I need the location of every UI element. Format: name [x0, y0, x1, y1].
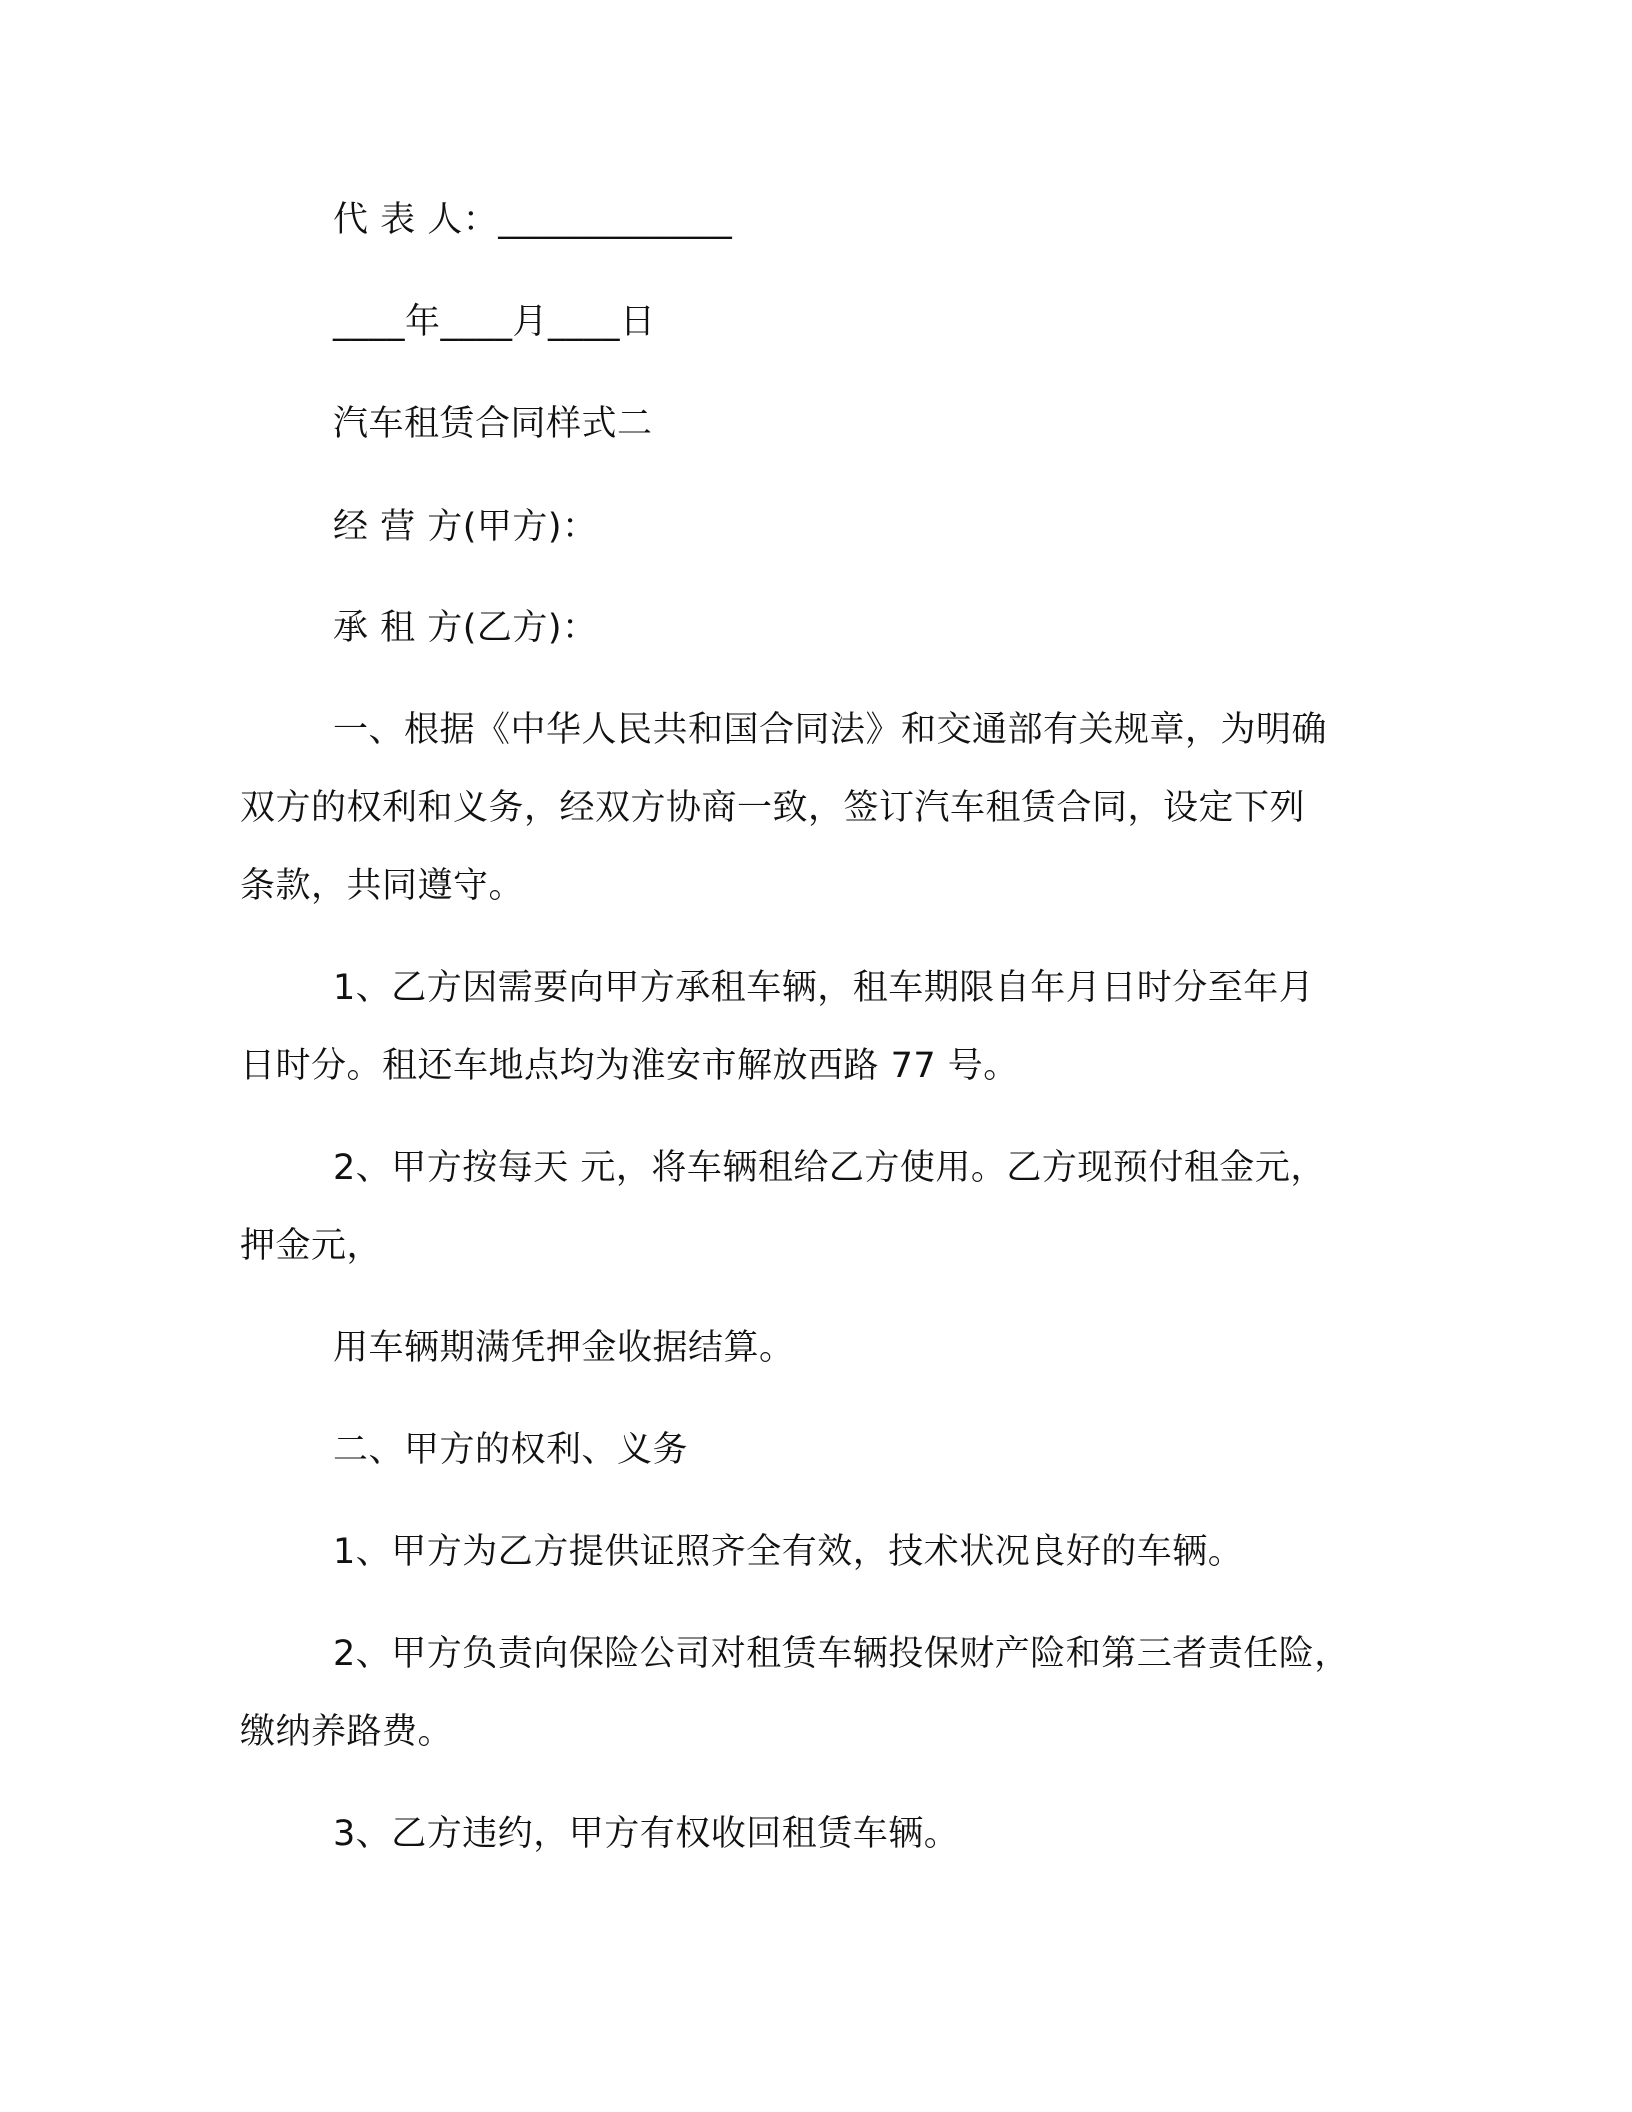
paragraph-line: 双方的权利和义务，经双方协商一致，签订汽车租赁合同，设定下列	[240, 788, 1306, 828]
paragraph-line: 条款，共同遵守。	[240, 866, 525, 906]
section-title: 汽车租赁合同样式二	[333, 404, 653, 444]
section-heading: 二、甲方的权利、义务	[333, 1430, 689, 1470]
paragraph-line: 1、乙方因需要向甲方承租车辆，租车期限自年月日时分至年月	[333, 968, 1315, 1008]
paragraph-line: 1、甲方为乙方提供证照齐全有效，技术状况良好的车辆。	[333, 1532, 1244, 1572]
paragraph-line: 2、甲方负责向保险公司对租赁车辆投保财产险和第三者责任险，	[333, 1634, 1350, 1674]
party-b-line: 承 租 方(乙方)：	[333, 608, 598, 648]
date-line: ____年____月____日	[333, 302, 656, 342]
paragraph-line: 2、甲方按每天 元，将车辆租给乙方使用。乙方现预付租金元，	[333, 1148, 1326, 1188]
paragraph-line: 缴纳养路费。	[240, 1712, 454, 1752]
representative-signature-line: 代 表 人：_____________	[333, 200, 733, 240]
paragraph-line: 日时分。租还车地点均为淮安市解放西路 77 号。	[240, 1046, 1019, 1086]
paragraph-line: 用车辆期满凭押金收据结算。	[333, 1328, 795, 1368]
paragraph-line: 押金元，	[240, 1226, 383, 1266]
party-a-line: 经 营 方(甲方)：	[333, 507, 598, 547]
paragraph-line: 3、乙方违约，甲方有权收回租赁车辆。	[333, 1814, 960, 1854]
paragraph-line: 一、根据《中华人民共和国合同法》和交通部有关规章，为明确	[333, 710, 1328, 750]
